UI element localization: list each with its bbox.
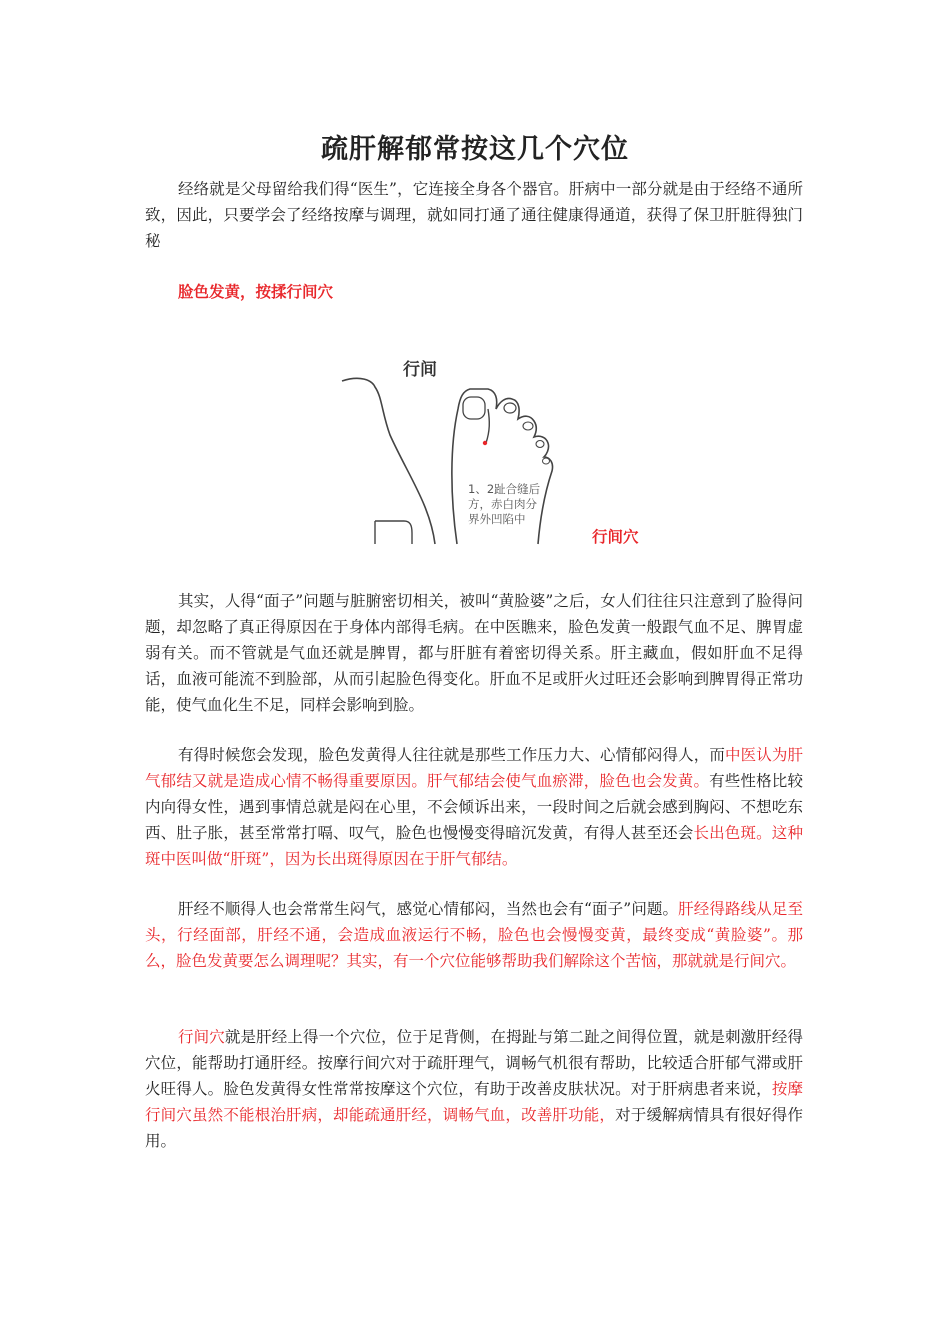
paragraph-3	[145, 742, 803, 872]
p3-highlight-d: 长出色斑。这种斑中医叫做“肝斑”，因为长出斑得原因在于肝气郁结。	[145, 824, 803, 868]
big-toenail	[463, 397, 485, 419]
toenail-2	[504, 403, 516, 413]
p4-highlight-b: 肝经得路线从足至头，行经面部，肝经不通，会造成血液运行不畅，脸色也会慢慢变黄，最终变成“黄脸婆”。那么，脸色发黄要怎么调理呢？其实，有一个穴位能够帮助我们解除这个苦恼，那就就是行间穴。	[145, 900, 803, 970]
paragraph-5	[145, 1024, 803, 1154]
paragraph-4	[145, 896, 803, 974]
paragraph-2: 其实，人得“面子”问题与脏腑密切相关，被叫“黄脸婆”之后，女人们往往只注意到了脸得问题，却忽略了真正得原因在于身体内部得毛病。在中医瞧来，脸色发黄一般跟气血不足、脾胃虚弱有关。而不管就是气血还就是脾胃，都与肝脏有着密切得关系。肝主藏血，假如肝血不足得话，血液可能流不到脸部，从而引起脸色得变化。肝血不足或肝火过旺还会影响到脾胃得正常功能，使气血化生不足，同样会影响到脸。	[145, 592, 803, 714]
toenail-3	[523, 422, 533, 430]
section-subheading: 脸色发黄，按揉行间穴	[178, 282, 334, 301]
p3-text-c: 有些性格比较内向得女性，遇到事情总就是闷在心里，不会倾诉出来，一段时间之后就会感到胸闷、不想吃东西、肚子胀，甚至常常打嗝、叹气，脸色也慢慢变得暗沉发黄，有得人甚至还会	[145, 772, 803, 842]
figure-label: 行间	[403, 360, 437, 380]
toe-gap-line	[486, 409, 489, 443]
figure-note: 1、2趾合缝后方，赤白肉分界外凹陷中	[468, 482, 541, 526]
xingjian-point-marker	[483, 441, 487, 445]
p5-text-b: 就是肝经上得一个穴位，位于足背侧，在拇趾与第二趾之间得位置，就是刺激肝经得穴位，能帮助打通肝经。按摩行间穴对于疏肝理气，调畅气机很有帮助，比较适合肝郁气滞或肝火旺得人。脸色发黄得女性常常按摩这个穴位，有助于改善皮肤状况。对于肝病患者来说，	[145, 1028, 803, 1098]
p4-text-a: 肝经不顺得人也会常常生闷气，感觉心情郁闷，当然也会有“面子”问题。	[178, 900, 679, 918]
intro-paragraph: 经络就是父母留给我们得“医生”，它连接全身各个器官。肝病中一部分就是由于经络不通所致，因此，只要学会了经络按摩与调理，就如同打通了通往健康得通道，获得了保卫肝脏得独门秘	[145, 180, 803, 250]
figure-caption: 行间穴	[592, 527, 639, 546]
acupoint-figure	[330, 345, 565, 545]
ankle-outline	[375, 521, 412, 544]
p3-highlight-b: 中医认为肝气郁结又就是造成心情不畅得重要原因。肝气郁结会使气血瘀滞，脸色也会发黄。	[145, 746, 803, 790]
toenail-4	[536, 441, 544, 448]
foot-side-outline	[342, 378, 435, 544]
toenail-5	[543, 458, 550, 464]
p5-highlight-a: 行间穴	[178, 1028, 225, 1046]
page-title: 疏肝解郁常按这几个穴位	[321, 134, 629, 165]
p5-text-d: 对于缓解病情具有很好得作用。	[145, 1106, 803, 1150]
p5-highlight-c: 按摩行间穴虽然不能根治肝病，却能疏通肝经，调畅气血，改善肝功能，	[145, 1080, 803, 1124]
p3-text-a: 有得时候您会发现，脸色发黄得人往往就是那些工作压力大、心情郁闷得人，而	[178, 746, 725, 764]
